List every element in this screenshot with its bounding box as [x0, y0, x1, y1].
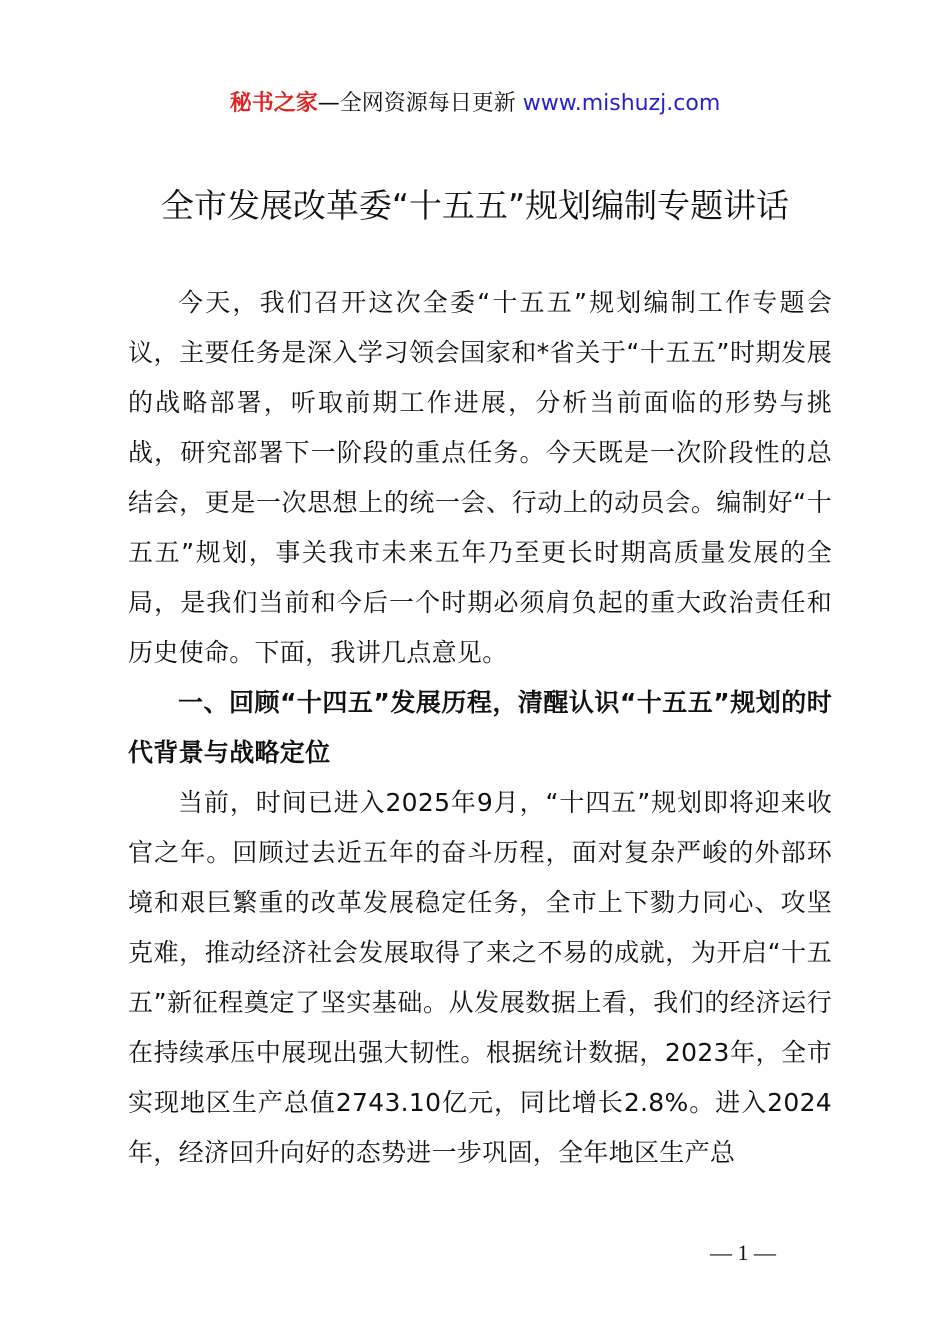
brand-name: 秘书之家 [229, 91, 318, 116]
header-slogan: —全网资源每日更新 [317, 91, 516, 116]
site-url-link[interactable]: www.mishuzj.com [522, 91, 721, 116]
page-number: — 1 — [710, 1240, 776, 1265]
document-body [128, 278, 832, 1178]
site-header [0, 86, 950, 122]
document-title: 全市发展改革委“十五五”规划编制专题讲话 [160, 186, 790, 225]
section-heading: 一、回顾“十四五”发展历程，清醒认识“十五五”规划的时代背景与战略定位 [128, 688, 832, 767]
intro-paragraph: 今天，我们召开这次全委“十五五”规划编制工作专题会议，主要任务是深入学习领会国家和*省关于“十五五”时期发展的战略部署，听取前期工作进展，分析当前面临的形势与挑战，研究部署下一阶段的重点任务。今天既是一次阶段性的总结会，更是一次思想上的统一会、行动上的动员会。编制好“十五五”规划，事关我市未来五年乃至更长时期高质量发展的全局，是我们当前和今后一个时期必须肩负起的重大政治责任和历史使命。下面，我讲几点意见。 [128, 288, 832, 667]
section-paragraph: 当前，时间已进入2025年9月，“十四五”规划即将迎来收官之年。回顾过去近五年的奋斗历程，面对复杂严峻的外部环境和艰巨繁重的改革发展稳定任务，全市上下勠力同心、攻坚克难，推动经济社会发展取得了来之不易的成就，为开启“十五五”新征程奠定了坚实基础。从发展数据上看，我们的经济运行在持续承压中展现出强大韧性。根据统计数据，2023年，全市实现地区生产总值2743.10亿元，同比增长2.8%。进入2024年，经济回升向好的态势进一步巩固，全年地区生产总 [128, 788, 832, 1167]
